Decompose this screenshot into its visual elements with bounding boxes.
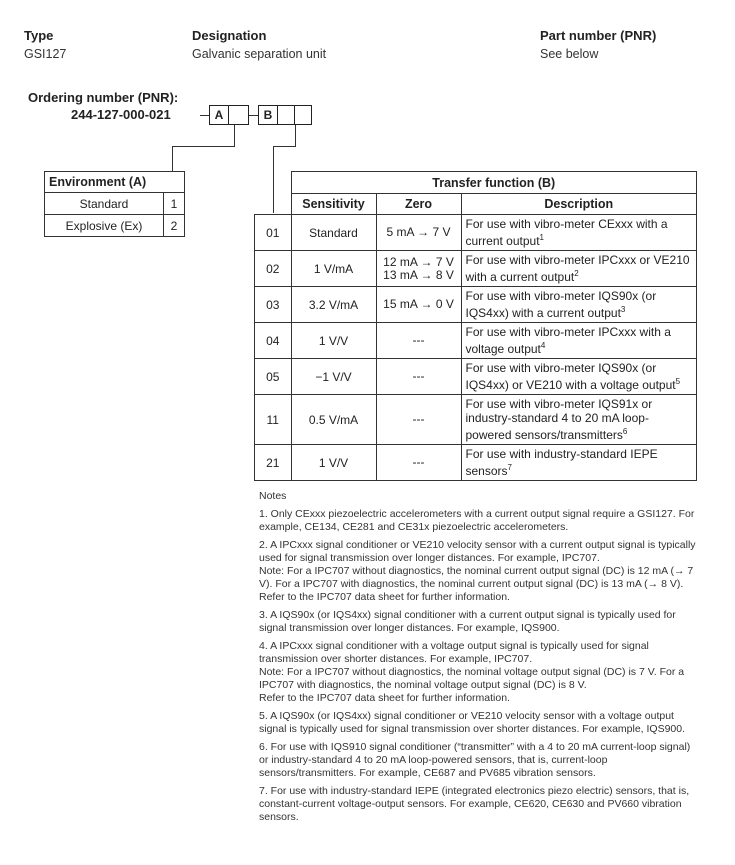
row-sensitivity: 0.5 V/mA bbox=[291, 395, 376, 445]
table-row bbox=[255, 359, 697, 395]
row-code: 03 bbox=[255, 287, 292, 323]
notes-list bbox=[259, 508, 699, 824]
row-zero: --- bbox=[376, 323, 461, 359]
row-description: For use with vibro-meter CExxx with a current output$^1$ bbox=[461, 215, 697, 251]
designation-label: Designation bbox=[192, 28, 267, 43]
col-header-zero: Zero bbox=[376, 194, 461, 215]
env-code: 1 bbox=[164, 193, 185, 215]
connector-b bbox=[295, 125, 296, 147]
designation-value: Galvanic separation unit bbox=[192, 47, 327, 61]
note-item bbox=[259, 508, 699, 534]
row-sensitivity: −1 V/V bbox=[291, 359, 376, 395]
note-item bbox=[259, 741, 699, 780]
row-code: 21 bbox=[255, 445, 292, 481]
row-code: 04 bbox=[255, 323, 292, 359]
transfer-title: Transfer function (B) bbox=[291, 172, 697, 194]
table-row bbox=[45, 215, 185, 237]
footnote-ref: 7 bbox=[507, 463, 512, 472]
note-line: 6. For use with IQS910 signal conditioner (“transmitter” with a 4 to 20 mA current-loop signal) or industry-standard 4 to 20 mA loop-powered sensors, that is, current-loop sensors/transmitters. For example, CE687 and PV685 vibration sensors. bbox=[259, 741, 691, 779]
corner-blank bbox=[255, 172, 292, 194]
footnote-ref: 4 bbox=[540, 341, 546, 350]
row-sensitivity: 1 V/V bbox=[291, 323, 376, 359]
row-zero: 5 mA → 7 V bbox=[376, 215, 461, 251]
row-sensitivity: 1 V/mA bbox=[291, 251, 376, 287]
note-line: 5. A IQS90x (or IQS4xx) signal conditioner or VE210 velocity sensor with a voltage output signal is typically used for signal transmission over shorter distances. For example, IQS900. bbox=[259, 710, 686, 735]
table-row bbox=[255, 215, 697, 251]
table-row bbox=[255, 323, 697, 359]
table-row bbox=[255, 445, 697, 481]
environment-title: Environment (A) bbox=[45, 172, 185, 193]
note-line: 1. Only CExxx piezoelectric accelerometers with a current output signal require a GSI127. For example, CE134, CE281 and CE31x piezoelectric accelerometers. bbox=[259, 508, 695, 533]
table-row bbox=[255, 395, 697, 445]
box-b-2 bbox=[278, 105, 295, 125]
note-item bbox=[259, 785, 699, 824]
box-b-3 bbox=[295, 105, 312, 125]
col-header-description: Description bbox=[461, 194, 697, 215]
table-row bbox=[45, 193, 185, 215]
ordering-number: 244-127-000-021 bbox=[71, 107, 171, 122]
row-description: For use with vibro-meter IQS90x (or IQS4xx) with a current output$^3$ bbox=[461, 287, 697, 323]
row-sensitivity: Standard bbox=[291, 215, 376, 251]
connector-b bbox=[273, 146, 296, 147]
note-line: Note: For a IPC707 without diagnostics, the nominal voltage output signal (DC) is 7 V. For a IPC707 with diagnostics, the nominal voltage output signal (DC) is 8 V. bbox=[259, 666, 685, 691]
corner-blank bbox=[255, 194, 292, 215]
row-sensitivity: 3.2 V/mA bbox=[291, 287, 376, 323]
note-line: Refer to the IPC707 data sheet for further information. bbox=[259, 692, 510, 704]
box-a-empty bbox=[229, 105, 249, 125]
ordering-label: Ordering number (PNR): bbox=[28, 90, 179, 105]
notes-section bbox=[259, 490, 699, 829]
dash-a bbox=[200, 115, 209, 116]
row-zero: 12 mA → 7 V 13 mA → 8 V bbox=[376, 251, 461, 287]
note-line: 3. A IQS90x (or IQS4xx) signal conditioner with a current output signal is typically used for signal transmission over longer distances. For example, IQS900. bbox=[259, 609, 676, 634]
note-line: 4. A IPCxxx signal conditioner with a voltage output signal is typically used for signal transmission over shorter distances. For example, IPC707. bbox=[259, 640, 649, 665]
note-item bbox=[259, 640, 699, 705]
row-code: 11 bbox=[255, 395, 292, 445]
type-value: GSI127 bbox=[24, 47, 67, 61]
row-zero: 15 mA → 0 V bbox=[376, 287, 461, 323]
env-name: Explosive (Ex) bbox=[45, 215, 164, 237]
col-header-sensitivity: Sensitivity bbox=[291, 194, 376, 215]
row-code: 05 bbox=[255, 359, 292, 395]
footnote-ref: 1 bbox=[539, 233, 544, 242]
note-line: 7. For use with industry-standard IEPE (integrated electronics piezo electric) sensors, that is, constant-current voltage-output sensors. For example, CE620, CE630 and PV660 vibration sensors. bbox=[259, 785, 690, 823]
row-code: 01 bbox=[255, 215, 292, 251]
connector-a bbox=[172, 146, 173, 172]
notes-title: Notes bbox=[259, 490, 287, 502]
env-code: 2 bbox=[164, 215, 185, 237]
note-line: Note: For a IPC707 without diagnostics, the nominal current output signal (DC) is 12 mA (→ 7 V). For a IPC707 with diagnostics, the nominal current output signal (DC) is 13 mA (→ 8 V). Refer to the IPC707 data sheet for further information. bbox=[259, 565, 694, 603]
pnr-label: Part number (PNR) bbox=[540, 28, 657, 43]
row-description: For use with vibro-meter IQS91x or industry-standard 4 to 20 mA loop-powered sensors/transmitters$^6$ bbox=[461, 395, 697, 445]
footnote-ref: 6 bbox=[622, 427, 628, 436]
type-label: Type bbox=[24, 28, 54, 43]
row-description: For use with vibro-meter IQS90x (or IQS4xx) or VE210 with a voltage output$^5$ bbox=[461, 359, 697, 395]
footnote-ref: 5 bbox=[675, 377, 681, 386]
table-row bbox=[255, 287, 697, 323]
connector-a bbox=[172, 146, 235, 147]
row-description: For use with vibro-meter IPCxxx with a voltage output$^4$ bbox=[461, 323, 697, 359]
row-zero: --- bbox=[376, 395, 461, 445]
footnote-ref: 2 bbox=[574, 269, 579, 278]
row-code: 02 bbox=[255, 251, 292, 287]
transfer-function-table bbox=[254, 171, 697, 481]
table-row bbox=[255, 251, 697, 287]
row-zero: --- bbox=[376, 445, 461, 481]
env-name: Standard bbox=[45, 193, 164, 215]
note-item bbox=[259, 539, 699, 604]
dash-b bbox=[249, 115, 258, 116]
row-sensitivity: 1 V/V bbox=[291, 445, 376, 481]
note-item bbox=[259, 609, 699, 635]
row-description: For use with vibro-meter IPCxxx or VE210 with a current output$^2$ bbox=[461, 251, 697, 287]
footnote-ref: 3 bbox=[620, 305, 626, 314]
environment-table bbox=[44, 171, 185, 237]
note-line: 2. A IPCxxx signal conditioner or VE210 velocity sensor with a current output signal is typically used for signal transmission over longer distances. For example, IPC707. bbox=[259, 539, 696, 564]
box-a: A bbox=[209, 105, 229, 125]
box-b: B bbox=[258, 105, 278, 125]
row-description: For use with industry-standard IEPE sensors$^7$ bbox=[461, 445, 697, 481]
note-item bbox=[259, 710, 699, 736]
row-zero: --- bbox=[376, 359, 461, 395]
connector-a bbox=[234, 125, 235, 147]
pnr-value: See below bbox=[540, 47, 599, 61]
